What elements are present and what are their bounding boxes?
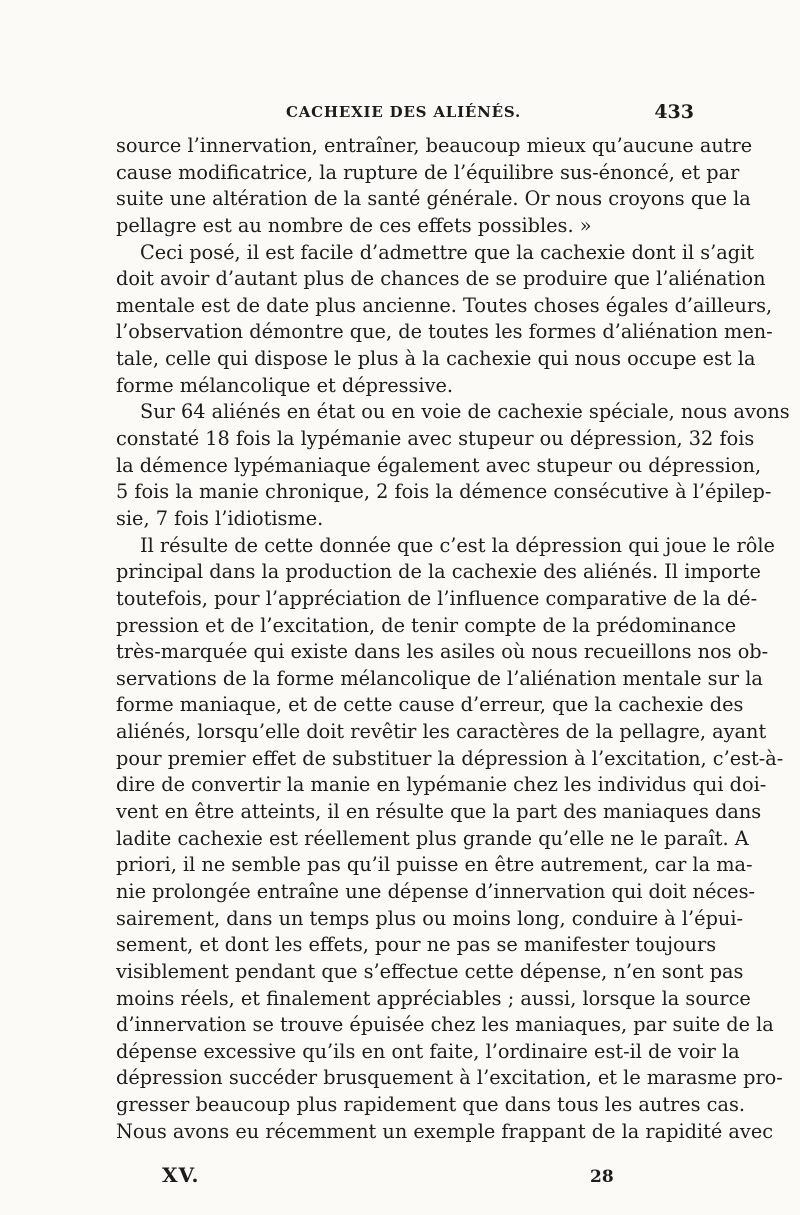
book-page — [116, 0, 790, 1215]
text-line: aliénés, lorsqu’elle doit revêtir les caractères de la pellagre, ayant — [116, 720, 767, 744]
text-line: pour premier effet de substituer la dépression à l’excitation, c’est-à- — [116, 746, 784, 770]
text-line: priori, il ne semble pas qu’il puisse en être autrement, car la ma- — [116, 853, 753, 877]
text-line: Sur 64 aliénés en état ou en voie de cachexie spéciale, nous avons — [140, 400, 790, 424]
body-text — [116, 133, 790, 1145]
text-line: pellagre est au nombre de ces effets possibles. » — [116, 213, 592, 237]
sheet-number: 28 — [590, 1167, 614, 1187]
signature-mark: XV. — [162, 1163, 200, 1187]
text-line: visiblement pendant que s’effectue cette dépense, n’en sont pas — [116, 959, 744, 983]
text-line: forme mélancolique et dépressive. — [116, 373, 453, 397]
text-line: source l’innervation, entraîner, beaucoup mieux qu’aucune autre — [116, 134, 753, 157]
text-line: moins réels, et finalement appréciables ; aussi, lorsque la source — [116, 986, 751, 1010]
text-line: principal dans la production de la cachexie des aliénés. Il importe — [116, 560, 761, 584]
text-line: constaté 18 fois la lypémanie avec stupeur ou dépression, 32 fois — [116, 427, 755, 451]
text-line: mentale est de date plus ancienne. Toutes choses égales d’ailleurs, — [116, 293, 773, 317]
text-line: sairement, dans un temps plus ou moins long, conduire à l’épui- — [116, 906, 744, 930]
text-line: Ceci posé, il est facile d’admettre que la cachexie dont il s’agit — [140, 240, 755, 264]
text-line: sie, 7 fois l’idiotisme. — [116, 506, 324, 530]
text-line: servations de la forme mélancolique de l’aliénation mentale sur la — [116, 666, 763, 690]
text-line: Nous avons eu récemment un exemple frappant de la rapidité avec — [116, 1119, 774, 1143]
text-line: tale, celle qui dispose le plus à la cachexie qui nous occupe est la — [116, 347, 756, 371]
text-line: 5 fois la manie chronique, 2 fois la démence consécutive à l’épilep- — [116, 480, 772, 504]
text-line: nie prolongée entraîne une dépense d’innervation qui doit néces- — [116, 879, 755, 903]
text-line: l’observation démontre que, de toutes les formes d’aliénation men- — [116, 320, 773, 344]
text-line: dire de convertir la manie en lypémanie chez les individus qui doi- — [116, 773, 767, 797]
text-line: dépense excessive qu’ils en ont faite, l’ordinaire est-il de voir la — [116, 1039, 740, 1063]
text-line: la démence lypémaniaque également avec stupeur ou dépression, — [116, 453, 762, 477]
text-line: cause modificatrice, la rupture de l’équilibre sus-énoncé, et par — [116, 160, 740, 184]
text-line: toutefois, pour l’appréciation de l’influence comparative de la dé- — [116, 586, 758, 610]
text-line: doit avoir d’autant plus de chances de se produire que l’aliénation — [116, 267, 766, 291]
page-number: 433 — [654, 101, 694, 123]
text-line: d’innervation se trouve épuisée chez les maniaques, par suite de la — [116, 1013, 774, 1037]
running-title: CACHEXIE DES ALIÉNÉS. — [286, 103, 522, 121]
text-line: suite une altération de la santé générale. Or nous croyons que la — [116, 187, 751, 211]
text-line: vent en être atteints, il en résulte que la part des maniaques dans — [116, 800, 762, 824]
text-line: Il résulte de cette donnée que c’est la dépression qui joue le rôle — [140, 533, 775, 557]
running-header — [116, 101, 694, 125]
text-line: dépression succéder brusquement à l’excitation, et le marasme pro- — [116, 1066, 783, 1090]
text-line: forme maniaque, et de cette cause d’erreur, que la cachexie des — [116, 693, 744, 717]
text-line: très-marquée qui existe dans les asiles où nous recueillons nos ob- — [116, 640, 769, 664]
text-line: ladite cachexie est réellement plus grande qu’elle ne le paraît. A — [116, 826, 749, 850]
text-line: gresser beaucoup plus rapidement que dans tous les autres cas. — [116, 1093, 746, 1117]
text-line: sement, et dont les effets, pour ne pas se manifester toujours — [116, 933, 717, 957]
text-line: pression et de l’excitation, de tenir compte de la prédominance — [116, 613, 737, 637]
page-footer — [116, 1163, 688, 1191]
